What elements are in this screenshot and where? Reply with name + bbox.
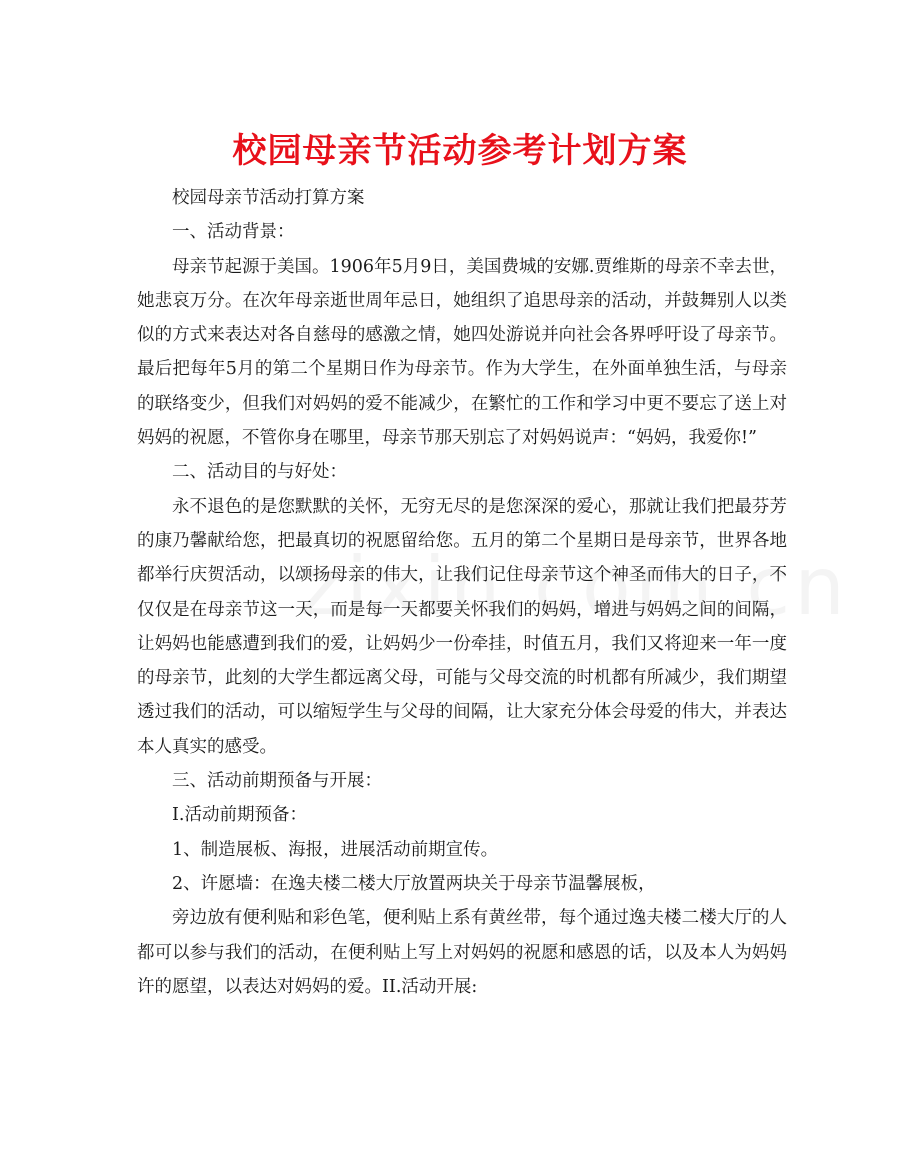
paragraph-wish-wall: 旁边放有便利贴和彩色笔，便利贴上系有黄丝带，每个通过逸夫楼二楼大厅的人都可以参与我们的活动，在便利贴上写上对妈妈的祝愿和感恩的话，以及本人为妈妈许的愿望，以表达对妈妈的爱。II.活动开展: bbox=[137, 908, 787, 997]
paragraph-subtitle: 校园母亲节活动打算方案 bbox=[172, 188, 365, 208]
list-item-2: 2、许愿墙：在逸夫楼二楼大厅放置两块关于母亲节温馨展板， bbox=[172, 873, 656, 894]
page-title: 校园母亲节活动参考计划方案 bbox=[232, 131, 688, 171]
paragraph-background: 母亲节起源于美国。1906年5月9日，美国费城的安娜.贾维斯的母亲不幸去世，她悲哀万分。在次年母亲逝世周年忌日，她组织了追思母亲的活动，并鼓舞别人以类似的方式来表达对各自慈母的感激之情，她四处游说并向社会各界呼吁设了母亲节。最后把每年5月的第二个星期日作为母亲节。作为大学生，在外面单独生活，与母亲的联络变少，但我们对妈妈的爱不能减少，在繁忙的工作和学习中更不要忘了送上对妈妈的祝愿，不管你身在哪里，母亲节那天别忘了对妈妈说声：“妈妈，我爱你!” bbox=[137, 256, 787, 449]
list-item-1: 1、制造展板、海报，进展活动前期宣传。 bbox=[172, 839, 499, 860]
heading-background: 一、活动背景： bbox=[172, 222, 295, 243]
paragraph-purpose: 永不退色的是您默默的关怀，无穷无尽的是您深深的爱心，那就让我们把最芬芳的康乃馨献给您，把最真切的祝愿留给您。五月的第二个星期日是母亲节，世界各地都举行庆贺活动，以颂扬母亲的伟大，让我们记住母亲节这个神圣而伟大的日子，不仅仅是在母亲节这一天，而是每一天都要关怀我们的妈妈，增进与妈妈之间的间隔，让妈妈也能感遭到我们的爱，让妈妈少一份牵挂，时值五月，我们又将迎来一年一度的母亲节，此刻的大学生都远离父母，可能与父母交流的时机都有所减少，我们期望透过我们的活动，可以缩短学生与父母的间隔，让大家充分体会母爱的伟大，并表达本人真实的感受。 bbox=[137, 496, 787, 757]
heading-preparation: 三、活动前期预备与开展： bbox=[172, 771, 382, 792]
document-body bbox=[137, 181, 787, 1004]
subheading-pre-activity: I.活动前期预备： bbox=[172, 805, 307, 826]
heading-purpose: 二、活动目的与好处： bbox=[172, 462, 347, 483]
